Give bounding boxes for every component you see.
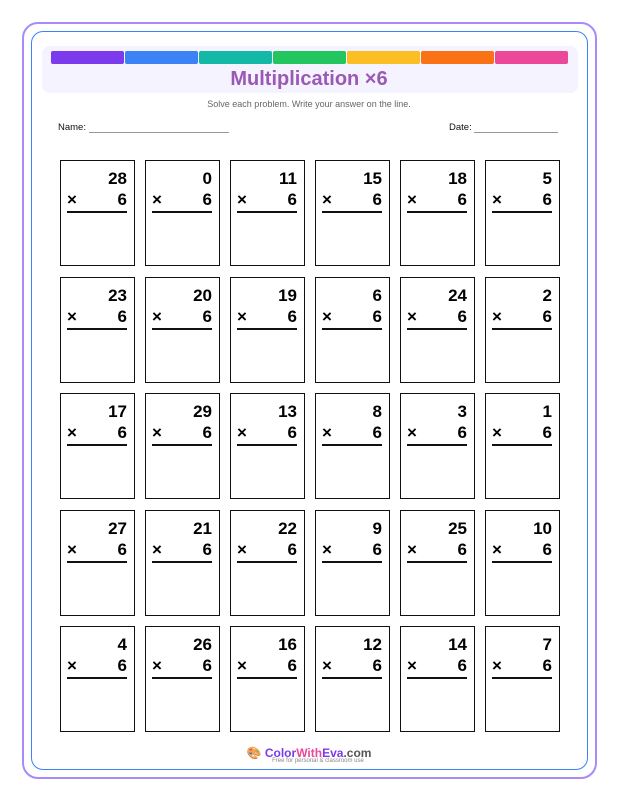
multiplier: 6 [372, 540, 382, 559]
answer-line [237, 561, 297, 563]
times-sign: × [152, 540, 162, 559]
multiplicand: 14 [448, 635, 467, 654]
problem-card[interactable] [60, 626, 135, 732]
multiplicand: 5 [542, 169, 552, 188]
answer-line [322, 211, 382, 213]
tagline: Free for personal & classroom use [272, 758, 364, 764]
multiplier: 6 [542, 423, 552, 442]
times-sign: × [152, 423, 162, 442]
times-sign: × [237, 307, 247, 326]
answer-line [322, 561, 382, 563]
multiplicand: 20 [193, 286, 212, 305]
problem-card[interactable] [485, 510, 560, 616]
times-sign: × [237, 190, 247, 209]
problem-card[interactable] [230, 626, 305, 732]
multiplier: 6 [287, 190, 297, 209]
times-sign: × [492, 307, 502, 326]
multiplier: 6 [202, 423, 212, 442]
multiplicand: 29 [193, 402, 212, 421]
problem-card[interactable] [400, 160, 475, 266]
problem-card[interactable] [485, 277, 560, 383]
multiplier: 6 [372, 423, 382, 442]
multiplier: 6 [372, 190, 382, 209]
multiplier: 6 [457, 307, 467, 326]
multiplier: 6 [117, 307, 127, 326]
color-bar [51, 51, 124, 64]
multiplicand: 17 [108, 402, 127, 421]
problem-card[interactable] [400, 393, 475, 499]
answer-line [67, 561, 127, 563]
answer-line [152, 211, 212, 213]
answer-line [152, 561, 212, 563]
times-sign: × [152, 307, 162, 326]
multiplicand: 11 [279, 169, 297, 188]
times-sign: × [67, 540, 77, 559]
answer-line [237, 211, 297, 213]
multiplicand: 23 [108, 286, 127, 305]
times-sign: × [407, 423, 417, 442]
multiplier: 6 [457, 423, 467, 442]
answer-line [492, 444, 552, 446]
problem-card[interactable] [315, 277, 390, 383]
times-sign: × [407, 307, 417, 326]
answer-line [407, 328, 467, 330]
multiplicand: 0 [202, 169, 212, 188]
times-sign: × [237, 540, 247, 559]
problem-card[interactable] [315, 393, 390, 499]
times-sign: × [152, 656, 162, 675]
answer-line [322, 328, 382, 330]
multiplier: 6 [372, 307, 382, 326]
multiplicand: 1 [542, 402, 552, 421]
multiplier: 6 [457, 656, 467, 675]
times-sign: × [322, 190, 332, 209]
color-bar [347, 51, 420, 64]
multiplier: 6 [117, 190, 127, 209]
multiplicand: 2 [542, 286, 552, 305]
multiplicand: 12 [363, 635, 382, 654]
multiplicand: 16 [278, 635, 297, 654]
times-sign: × [322, 423, 332, 442]
problem-card[interactable] [315, 626, 390, 732]
color-bar [199, 51, 272, 64]
answer-line [152, 328, 212, 330]
times-sign: × [322, 540, 332, 559]
answer-line [407, 561, 467, 563]
answer-line [67, 211, 127, 213]
times-sign: × [67, 656, 77, 675]
date-field[interactable] [449, 122, 558, 133]
problem-card[interactable] [145, 160, 220, 266]
multiplicand: 13 [278, 402, 297, 421]
problem-card[interactable] [400, 510, 475, 616]
color-bar [273, 51, 346, 64]
multiplier: 6 [542, 540, 552, 559]
problem-card[interactable] [60, 393, 135, 499]
problem-card[interactable] [230, 277, 305, 383]
answer-line [492, 677, 552, 679]
color-bar [495, 51, 568, 64]
problem-card[interactable] [230, 510, 305, 616]
color-bar [125, 51, 198, 64]
color-bar [421, 51, 494, 64]
multiplier: 6 [202, 540, 212, 559]
problem-card[interactable] [315, 160, 390, 266]
times-sign: × [407, 540, 417, 559]
times-sign: × [492, 656, 502, 675]
times-sign: × [67, 307, 77, 326]
multiplier: 6 [117, 656, 127, 675]
answer-line [237, 677, 297, 679]
answer-line [237, 328, 297, 330]
multiplier: 6 [287, 540, 297, 559]
answer-line [407, 677, 467, 679]
multiplicand: 9 [372, 519, 382, 538]
problem-card[interactable] [60, 277, 135, 383]
answer-line [492, 211, 552, 213]
multiplicand: 21 [193, 519, 212, 538]
times-sign: × [407, 190, 417, 209]
answer-line [492, 561, 552, 563]
answer-line [152, 444, 212, 446]
answer-line [322, 444, 382, 446]
multiplicand: 19 [278, 286, 297, 305]
multiplier: 6 [457, 540, 467, 559]
instructions: Solve each problem. Write your answer on the line. [207, 99, 411, 109]
multiplicand: 18 [448, 169, 467, 188]
times-sign: × [492, 540, 502, 559]
multiplier: 6 [457, 190, 467, 209]
multiplier: 6 [202, 307, 212, 326]
multiplier: 6 [372, 656, 382, 675]
multiplicand: 3 [457, 402, 467, 421]
problem-card[interactable] [60, 510, 135, 616]
multiplier: 6 [202, 656, 212, 675]
problem-card[interactable] [485, 626, 560, 732]
times-sign: × [237, 656, 247, 675]
multiplicand: 22 [278, 519, 297, 538]
answer-line [67, 444, 127, 446]
answer-line [152, 677, 212, 679]
times-sign: × [407, 656, 417, 675]
problem-card[interactable] [230, 393, 305, 499]
name-label: Name: [58, 122, 86, 133]
multiplicand: 4 [117, 635, 127, 654]
multiplicand: 25 [448, 519, 467, 538]
problem-card[interactable] [145, 510, 220, 616]
answer-line [67, 677, 127, 679]
answer-line [67, 328, 127, 330]
times-sign: × [322, 307, 332, 326]
answer-line [322, 677, 382, 679]
multiplier: 6 [287, 656, 297, 675]
brand-logo: 🎨 ColorWithEva.com [246, 746, 372, 760]
problem-card[interactable] [230, 160, 305, 266]
multiplicand: 27 [108, 519, 127, 538]
times-sign: × [67, 190, 77, 209]
problem-card[interactable] [485, 160, 560, 266]
multiplier: 6 [542, 190, 552, 209]
answer-line [492, 328, 552, 330]
multiplier: 6 [202, 190, 212, 209]
multiplicand: 28 [108, 169, 127, 188]
multiplier: 6 [287, 307, 297, 326]
multiplicand: 10 [533, 519, 552, 538]
date-label: Date: [449, 122, 472, 133]
multiplicand: 8 [372, 402, 382, 421]
problem-card[interactable] [315, 510, 390, 616]
multiplier: 6 [542, 656, 552, 675]
times-sign: × [492, 190, 502, 209]
problem-card[interactable] [145, 393, 220, 499]
times-sign: × [237, 423, 247, 442]
problem-card[interactable] [145, 626, 220, 732]
color-bars [51, 51, 568, 64]
times-sign: × [152, 190, 162, 209]
multiplier: 6 [117, 540, 127, 559]
answer-line [407, 211, 467, 213]
problem-card[interactable] [485, 393, 560, 499]
footer [0, 746, 618, 764]
palette-icon: 🎨 [246, 746, 262, 760]
answer-line [407, 444, 467, 446]
multiplier: 6 [287, 423, 297, 442]
multiplicand: 15 [363, 169, 382, 188]
multiplicand: 26 [193, 635, 212, 654]
name-field[interactable] [58, 122, 229, 133]
answer-line [237, 444, 297, 446]
problem-card[interactable] [400, 626, 475, 732]
times-sign: × [67, 423, 77, 442]
multiplier: 6 [117, 423, 127, 442]
multiplicand: 24 [448, 286, 467, 305]
times-sign: × [322, 656, 332, 675]
problem-card[interactable] [60, 160, 135, 266]
multiplicand: 7 [542, 635, 552, 654]
problem-card[interactable] [400, 277, 475, 383]
page-title: Multiplication ×6 [230, 68, 388, 90]
multiplier: 6 [542, 307, 552, 326]
multiplicand: 6 [372, 286, 382, 305]
problem-card[interactable] [145, 277, 220, 383]
times-sign: × [492, 423, 502, 442]
